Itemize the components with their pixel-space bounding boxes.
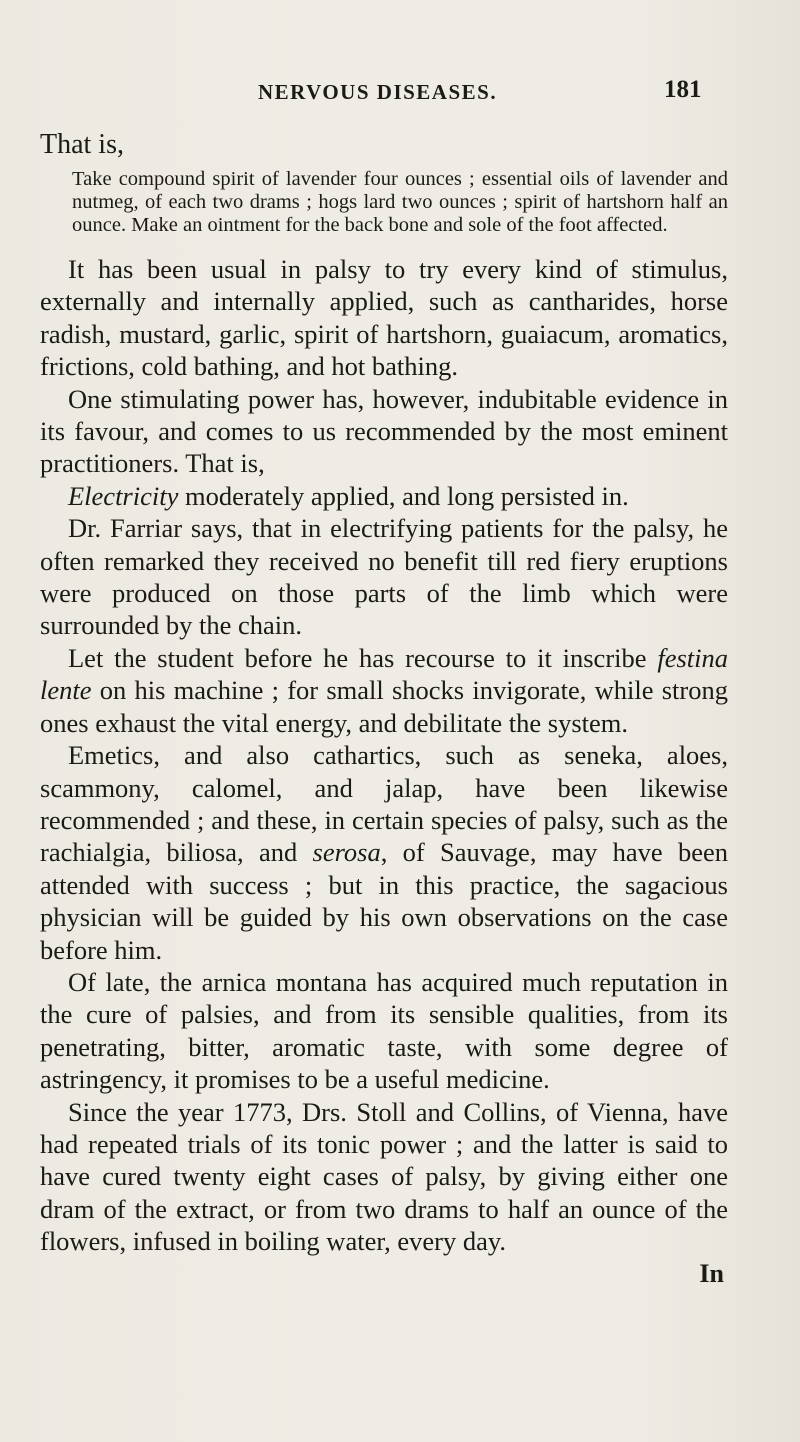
page-body [40,128,728,1290]
festina-lente-term: festina lente [40,642,728,706]
running-head: NERVOUS DISEASES. [258,80,498,104]
recipe-paragraph: Take compound spirit of lavender four ounces ; essential oils of lavender and nutmeg, of each two drams ; hogs lard two ounces ; spirit of hartshorn half an ounce. Make an ointment for the back bone and sole of the foot affected. [72,168,728,236]
page-number: 181 [664,76,702,103]
catchword: In [699,1258,724,1288]
serosa-term: serosa [312,837,381,868]
emetics-text-a: Emetics, and also cathartics, such as seneka, aloes, scammony, calomel, and jalap, have been likewise recommended ; and these, in certain species of palsy, such as the rachialgia, biliosa, and [40,740,728,868]
paragraph-stoll-collins: Since the year 1773, Drs. Stoll and Collins, of Vienna, have had repeated trials of its tonic power ; and the latter is said to have cured twenty eight cases of palsy, by giving either one dram of the extract, or from two drams to half an ounce of the flowers, infused in boiling water, every day. [40,1096,728,1257]
paragraph-stimulus: It has been usual in palsy to try every kind of stimulus, externally and internally applied, such as cantharides, horse radish, mustard, garlic, spirit of hartshorn, guaiacum, aromatics, frictions, cold bathing, and hot bathing. [40,254,728,382]
paragraph-emetics [40,739,728,966]
electricity-text: moderately applied, and long persisted in. [178,480,629,511]
electricity-term: Electricity [68,480,179,511]
emetics-text-b: , of Sauvage, may have been attended with success ; but in this practice, the sagacious physician will be guided by his own observations on the case before him. [40,837,728,965]
page-header [0,76,800,106]
festina-text-b: on his machine ; for small shocks invigorate, while strong ones exhaust the vital energy, and debilitate the system. [40,675,728,738]
festina-text-a: Let the student before he has recourse to it inscribe [68,642,658,673]
paragraph-stimulating-power: One stimulating power has, however, indubitable evidence in its favour, and comes to us recommended by the most eminent practitioners. That is, [40,383,728,479]
paragraph-arnica: Of late, the arnica montana has acquired much reputation in the cure of palsies, and from its sensible qualities, from its penetrating, bitter, aromatic taste, with some degree of astringency, it promises to be a useful medicine. [40,966,728,1095]
paragraph-electricity [40,480,728,512]
paragraph-farriar: Dr. Farriar says, that in electrifying patients for the palsy, he often remarked they received no benefit till red fiery eruptions were produced on those parts of the limb which were surrounded by the chain. [40,513,728,641]
lead-line: That is, [40,129,124,160]
paragraph-festina-lente [40,642,728,739]
